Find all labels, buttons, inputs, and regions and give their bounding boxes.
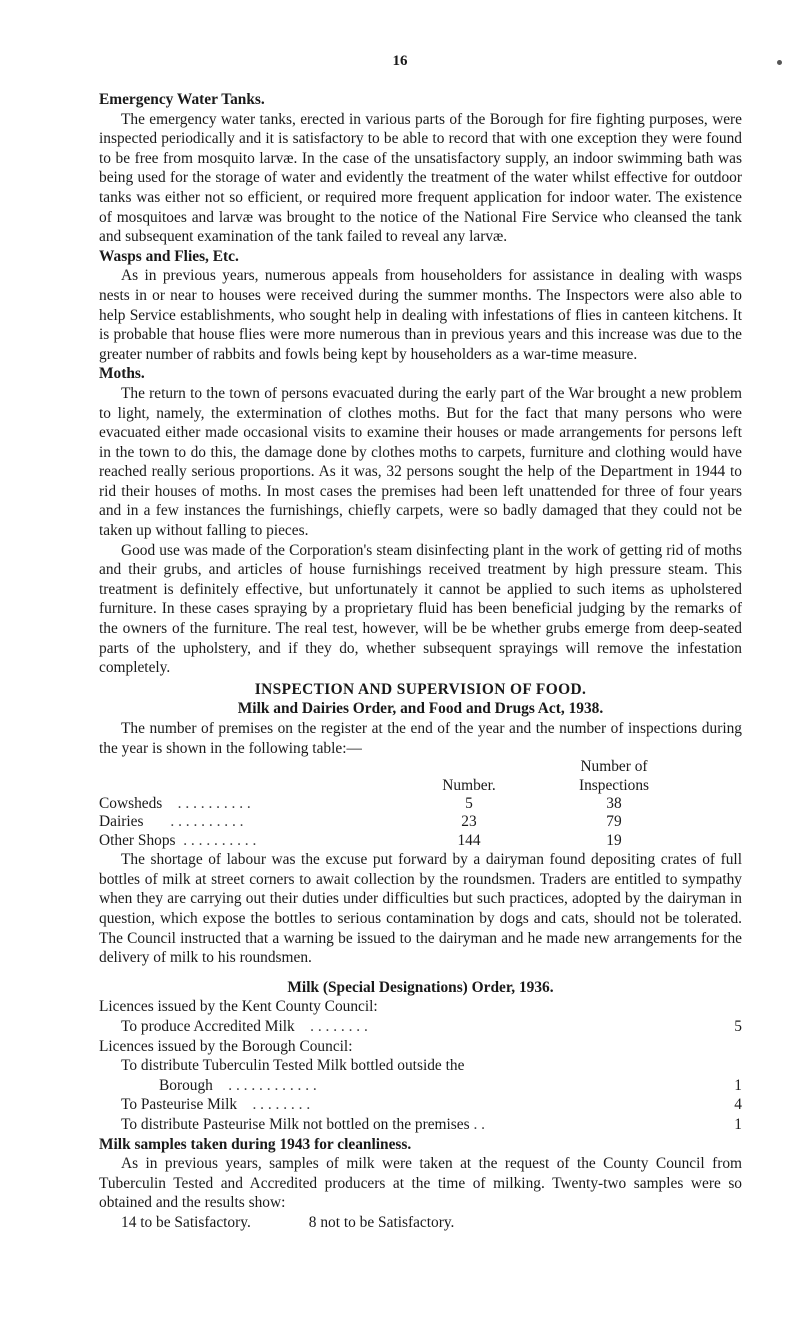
row-number: 5 [465, 795, 473, 812]
header-inspections-line-2: Inspections [578, 776, 650, 794]
leader-dots: . . . . . . . . . . [170, 813, 244, 831]
row-inspections: 19 [606, 831, 622, 849]
emergency-water-heading: Emergency Water Tanks. [99, 91, 265, 108]
moths-paragraph-1: The return to the town of persons evacuated during the early part of the War brought a new problem to light, namely, the extermination of clothes moths. But for the fact that many persons who were evacuated either made occasional visits to examine their houses or made arrangements for persons left in the town to do this, the damage done by clothes moths to carpets, furniture and clothing would have reached really serious proportions. As it was, 32 persons sought the help of the Department in 1944 to rid their houses of moths. In most cases the premises had been left unattended for three of four years and in a few instances the furnishings, chiefly carpets, were so badly damaged that they could not be taken up without falling to pieces. [99, 384, 742, 540]
leader-dots: . . . . . . . . [252, 1096, 311, 1114]
table-row [99, 832, 689, 850]
borough-licences-heading: Licences issued by the Borough Council: [99, 1037, 353, 1055]
table-header-row [99, 758, 689, 776]
leader-dots: . . . . . . . . . . . . [228, 1076, 317, 1094]
satisfactory-count: 14 to be Satisfactory. [121, 1213, 251, 1231]
emergency-water-paragraph: The emergency water tanks, erected in various parts of the Borough for fire fighting purposes, were inspected periodically and it is satisfactory to be able to record that with one exception they were found to be free from mosquito larvæ. In the case of the unsatisfactory supply, an indoor swimming bath was being used for the storage of water and evidently the treatment of the water whilst effective for outdoor tanks was either not so efficient, or required more frequent application for indoor water. The existence of mosquitoes and larvæ was brought to the notice of the National Fire Service who cleansed the tank and subsequent examination of the tank failed to reveal any larvæ. [99, 110, 742, 246]
moths-heading: Moths. [99, 365, 145, 383]
premises-table [99, 758, 689, 850]
leader-dots: . . . . . . . . . . [177, 795, 251, 812]
licence-count: 1 [734, 1115, 742, 1133]
shortage-paragraph: The shortage of labour was the excuse put forward by a dairyman found depositing crates of full bottles of milk at street corners to await collection by the roundsmen. Traders are entitled to sympathy when they are carrying out their duties under difficulties but such practices, adopted by the dairyman in question, which expose the bottles to serious contamination by dogs and cats, should not be tolerated. The Council instructed that a warning be issued to the dairyman and he made new arrangements for the delivery of milk to his roundsmen. [99, 851, 742, 967]
licence-count: 1 [734, 1076, 742, 1094]
food-intro: The number of premises on the register at the end of the year and the number of inspections during the year is shown in the following table:— [99, 720, 742, 757]
licence-label-continued: Borough [159, 1076, 213, 1094]
licence-label: To Pasteurise Milk [121, 1096, 238, 1114]
licence-label: To distribute Tuberculin Tested Milk bottled outside the [121, 1057, 465, 1075]
leader-dots: . . . . . . . . [310, 1017, 368, 1035]
licence-row [99, 1095, 742, 1115]
food-section-title: INSPECTION AND SUPERVISION OF FOOD. [254, 680, 587, 698]
samples-heading: Milk samples taken during 1943 for cleanliness. [99, 1135, 412, 1153]
wasps-heading: Wasps and Flies, Etc. [99, 247, 239, 265]
kent-licences-heading: Licences issued by the Kent County Council: [99, 998, 378, 1016]
margin-mark [777, 60, 782, 65]
row-label: Other Shops [99, 831, 176, 849]
wasps-paragraph: As in previous years, numerous appeals from householders for assistance in dealing with wasps nests in or near to houses were received during the summer months. The Inspectors were also able to help Service establishments, who sought help in dealing with infestations of flies in canteen kitchens. It is probable that house flies were more numerous than in previous years and this increase was due to the greater number of rabbits and fowls being kept by householders as a war-time measure. [99, 267, 742, 363]
licence-row [99, 1076, 742, 1096]
sample-results [99, 1213, 742, 1233]
table-header-row [99, 777, 689, 795]
licence-row [99, 1017, 742, 1037]
row-number: 144 [457, 831, 481, 849]
leader-dots: . . . . . . . . . . [183, 831, 257, 849]
unsatisfactory-count: 8 not to be Satisfactory. [308, 1213, 455, 1231]
header-number: Number. [442, 776, 496, 794]
moths-paragraph-2: Good use was made of the Corporation's steam disinfecting plant in the work of getting rid of moths and their grubs, and articles of house furnishings received treatment by high pressure steam. This treatment is definitely effective, but unfortunately it cannot be applied to such items as upholstered furniture. In these cases spraying by a proprietary fluid has been beneficial judging by the remarks of the owners of the furniture. The real test, however, will be be whether grubs emerge from deep-seated parts of the upholstery, and if they do, whether subsequent sprayings will remove the infestation completely. [99, 541, 742, 677]
special-designations-title: Milk (Special Designations) Order, 1936. [287, 978, 554, 996]
licence-row [99, 1115, 742, 1135]
licence-count: 4 [734, 1096, 742, 1114]
page-content [99, 90, 742, 1233]
row-number: 23 [461, 813, 477, 831]
table-row [99, 813, 689, 831]
table-row [99, 795, 689, 813]
row-label: Dairies [99, 813, 144, 831]
header-inspections-line-1: Number of [580, 758, 648, 776]
licence-label: To distribute Pasteurise Milk not bottled on the premises [121, 1115, 470, 1133]
licence-count: 5 [734, 1017, 742, 1035]
row-inspections: 79 [606, 813, 622, 831]
row-inspections: 38 [606, 795, 622, 812]
special-designations-section [99, 978, 742, 1135]
leader-dots: . . [473, 1115, 485, 1133]
food-section-subtitle: Milk and Dairies Order, and Food and Drugs Act, 1938. [237, 700, 604, 718]
licence-label: To produce Accredited Milk [121, 1017, 295, 1035]
page-number: 16 [392, 53, 408, 69]
row-label: Cowsheds [99, 795, 163, 812]
samples-paragraph: As in previous years, samples of milk were taken at the request of the County Council from Tuberculin Tested and Accredited producers at the time of milking. Twenty-two samples were so obtained and the results show: [99, 1155, 742, 1212]
